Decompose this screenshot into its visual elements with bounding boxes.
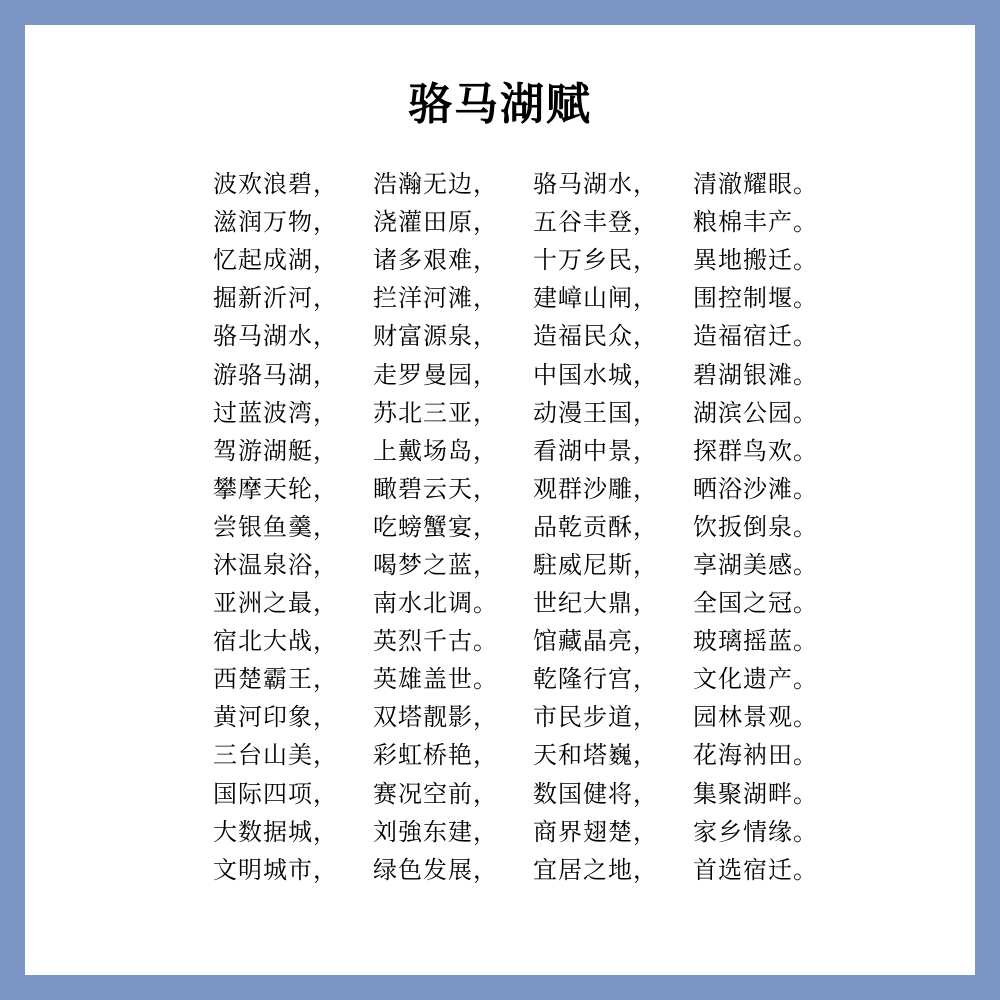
- poem-phrase: 首选宿迁。: [693, 855, 818, 884]
- poem-phrase: 骆马湖水，: [533, 170, 658, 199]
- poem-line: [213, 165, 873, 203]
- poem-phrase: 走罗曼园，: [373, 360, 498, 389]
- poem-line: [213, 432, 873, 470]
- poem-phrase: 英烈千古。: [373, 627, 498, 656]
- poem-phrase: 黄河印象，: [213, 703, 338, 732]
- poem-phrase: 集聚湖畔。: [693, 779, 818, 808]
- poem-line: [213, 584, 873, 622]
- poem-phrase: 宜居之地，: [533, 855, 658, 884]
- poem-phrase: 英雄盖世。: [373, 665, 498, 694]
- poem-line: [213, 279, 873, 317]
- poem-phrase: 西楚霸王，: [213, 665, 338, 694]
- poem-phrase: 数国健将，: [533, 779, 658, 808]
- poem-phrase: 大数据城，: [213, 817, 338, 846]
- poem-line: [213, 355, 873, 393]
- poem-phrase: 上戴场岛，: [373, 436, 498, 465]
- poem-phrase: 诸多艰难，: [373, 246, 498, 275]
- poem-phrase: 花海衲田。: [693, 741, 818, 770]
- poem-line: [213, 317, 873, 355]
- poem-phrase: 乾隆行宫，: [533, 665, 658, 694]
- poem-phrase: 尝银鱼羹，: [213, 512, 338, 541]
- poem-phrase: 动漫王国，: [533, 398, 658, 427]
- poem-phrase: 彩虹桥艳，: [373, 741, 498, 770]
- poem-phrase: 攀摩天轮，: [213, 474, 338, 503]
- poem-phrase: 围控制堰。: [693, 284, 818, 313]
- poem-line: [213, 546, 873, 584]
- poem-phrase: 晒浴沙滩。: [693, 474, 818, 503]
- poem-phrase: 異地搬迁。: [693, 246, 818, 275]
- poem-phrase: 五谷丰登，: [533, 208, 658, 237]
- poem-phrase: 观群沙雕，: [533, 474, 658, 503]
- poem-phrase: 饮扳倒泉。: [693, 512, 818, 541]
- poem-phrase: 拦洋河滩，: [373, 284, 498, 313]
- poem-phrase: 造福民众，: [533, 322, 658, 351]
- poem-phrase: 家乡情缘。: [693, 817, 818, 846]
- poem-phrase: 市民步道，: [533, 703, 658, 732]
- poem-phrase: 粮棉丰产。: [693, 208, 818, 237]
- poem-phrase: 亚洲之最，: [213, 589, 338, 618]
- poem-line: [213, 736, 873, 774]
- poem-phrase: 文明城市，: [213, 855, 338, 884]
- poem-phrase: 看湖中景，: [533, 436, 658, 465]
- poem-phrase: 骆马湖水，: [213, 322, 338, 351]
- poem-line: [213, 508, 873, 546]
- poem-phrase: 探群鸟欢。: [693, 436, 818, 465]
- poem-phrase: 駐威尼斯，: [533, 550, 658, 579]
- poem-phrase: 刘強东建，: [373, 817, 498, 846]
- poem-phrase: 馆藏晶亮，: [533, 627, 658, 656]
- poem-phrase: 波欢浪碧，: [213, 170, 338, 199]
- poem-line: [213, 775, 873, 813]
- poem-phrase: 文化遗产。: [693, 665, 818, 694]
- poem-line: [213, 241, 873, 279]
- poem-phrase: 造福宿迁。: [693, 322, 818, 351]
- poem-phrase: 沐温泉浴，: [213, 550, 338, 579]
- poem-phrase: 湖滨公园。: [693, 398, 818, 427]
- poem-phrase: 双塔靓影，: [373, 703, 498, 732]
- poem-line: [213, 660, 873, 698]
- poem-phrase: 驾游湖艇，: [213, 436, 338, 465]
- poem-phrase: 掘新沂河，: [213, 284, 338, 313]
- poem-phrase: 全国之冠。: [693, 589, 818, 618]
- poem-phrase: 浩瀚无边，: [373, 170, 498, 199]
- poem-phrase: 十万乡民，: [533, 246, 658, 275]
- poem-phrase: 园林景观。: [693, 703, 818, 732]
- poem-phrase: 宿北大战，: [213, 627, 338, 656]
- poem-line: [213, 813, 873, 851]
- poem-phrase: 品乾贡酥，: [533, 512, 658, 541]
- poem-phrase: 享湖美感。: [693, 550, 818, 579]
- poem-phrase: 过蓝波湾，: [213, 398, 338, 427]
- poem-phrase: 建嶂山闸，: [533, 284, 658, 313]
- poem-phrase: 赛况空前，: [373, 779, 498, 808]
- poem-line: [213, 203, 873, 241]
- poem-line: [213, 851, 873, 889]
- poem-line: [213, 470, 873, 508]
- poem-phrase: 商界翅楚，: [533, 817, 658, 846]
- poem-phrase: 玻璃摇蓝。: [693, 627, 818, 656]
- poem-body: [213, 165, 873, 889]
- poem-phrase: 国际四项，: [213, 779, 338, 808]
- poem-phrase: 吃螃蟹宴，: [373, 512, 498, 541]
- poem-phrase: 浇灌田原，: [373, 208, 498, 237]
- poem-phrase: 游骆马湖，: [213, 360, 338, 389]
- poem-phrase: 财富源泉，: [373, 322, 498, 351]
- poem-phrase: 滋润万物，: [213, 208, 338, 237]
- page-title: 骆马湖赋: [408, 79, 592, 130]
- poem-phrase: 喝梦之蓝，: [373, 550, 498, 579]
- poem-phrase: 天和塔巍，: [533, 741, 658, 770]
- poem-phrase: 中国水城，: [533, 360, 658, 389]
- poem-phrase: 绿色发展，: [373, 855, 498, 884]
- poem-phrase: 清澈耀眼。: [693, 170, 818, 199]
- poem-line: [213, 394, 873, 432]
- poem-phrase: 忆起成湖，: [213, 246, 338, 275]
- poem-phrase: 三台山美，: [213, 741, 338, 770]
- poem-phrase: 苏北三亚，: [373, 398, 498, 427]
- poem-phrase: 南水北调。: [373, 589, 498, 618]
- poem-phrase: 碧湖银滩。: [693, 360, 818, 389]
- poem-phrase: 瞰碧云天，: [373, 474, 498, 503]
- poem-line: [213, 698, 873, 736]
- poem-phrase: 世纪大鼎，: [533, 589, 658, 618]
- poem-line: [213, 622, 873, 660]
